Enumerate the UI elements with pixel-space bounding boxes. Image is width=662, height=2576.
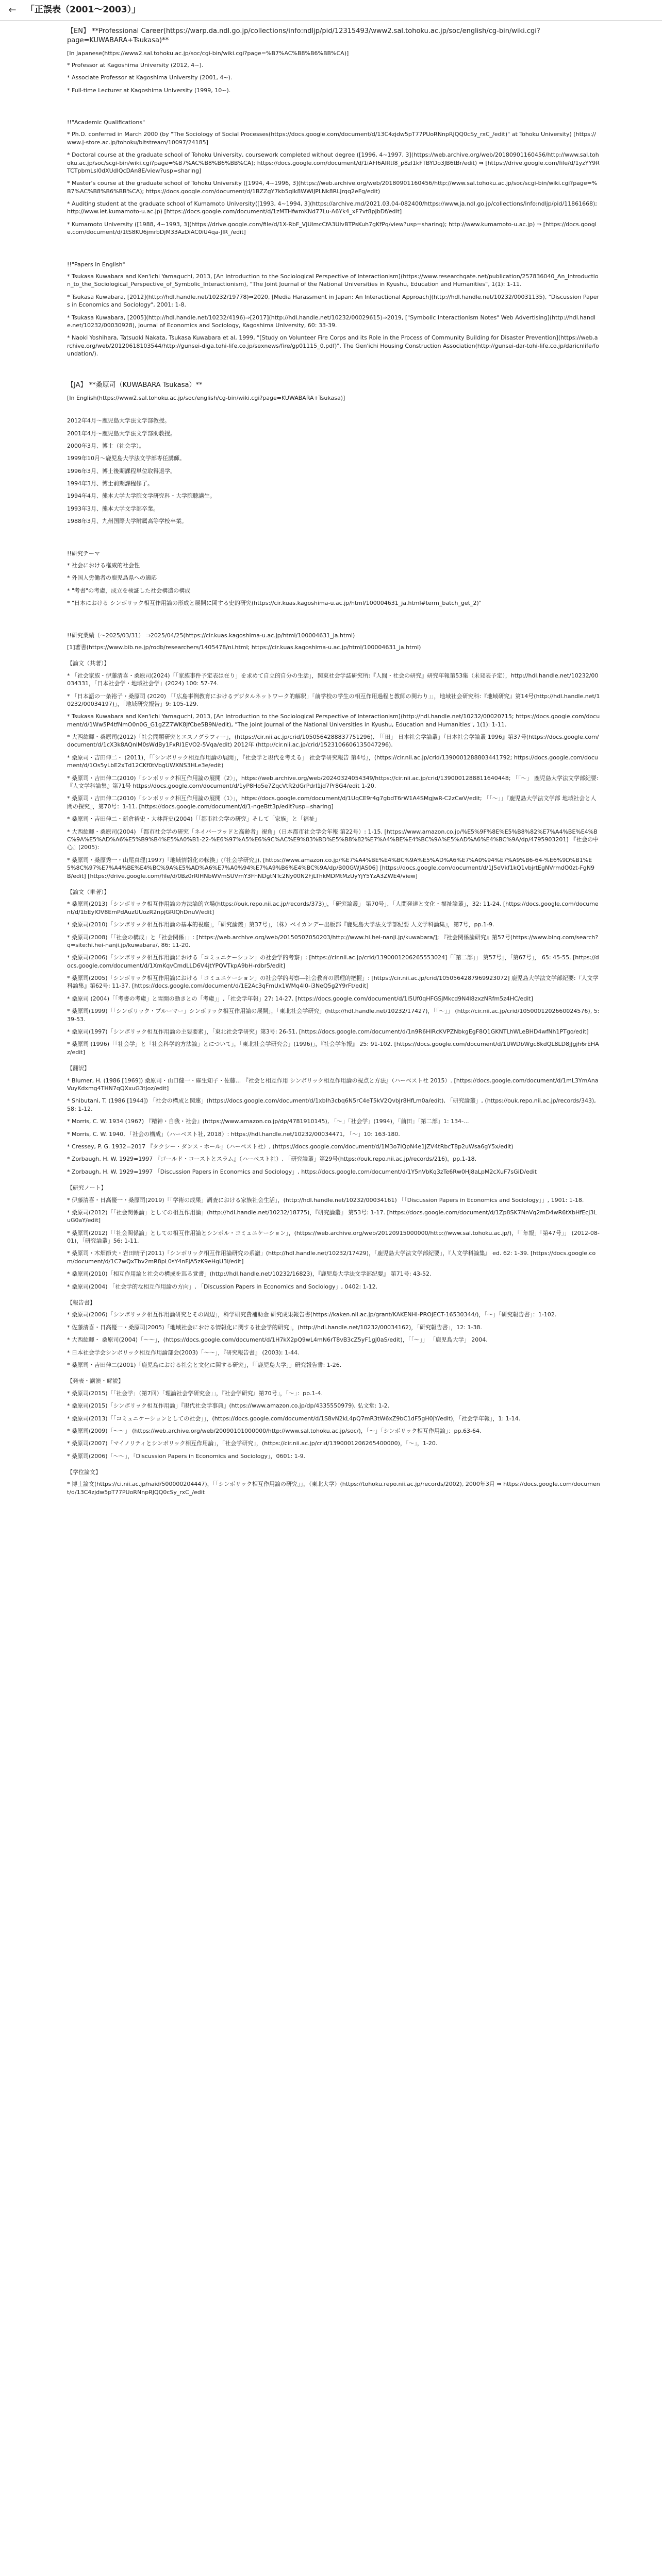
presentations-list — [67, 1389, 600, 1460]
qualifications-heading: !!"Academic Qualifications" — [67, 118, 145, 126]
report-item[interactable]: * 桑原司・吉田伸二(2001)「鹿児島における社会と文化に関する研究」，「「鹿児島大学」」研究報告書: 1-26. — [67, 1361, 342, 1368]
presentation-item[interactable]: * 桑原司(2007)「マイノリティとシンボリック相互作用論」，「社会学研究」，(https://cir.nii.ac.jp/crid/1390001206265400000)，「〜」，1-20. — [67, 1440, 438, 1447]
books-list — [67, 672, 600, 880]
note-item[interactable]: * 桑原司・木畑節夫・岩田晴子(2011)「シンボリック相互作用論研究の系譜」(http://hdl.handle.net/10232/17429)，「鹿児島大学法文学部紀要」，『人文学科論集』 ed. 62: 1-39. [https://docs.google.com/document/d/1C7wQxTbv2mR8pL0sY4nFjA5zK9eHgU3i/edit] — [67, 1250, 596, 1265]
book-item[interactable]: * 大西紘暉・桑原司(2004) 「都市社会学の研究「ネイバーフッドと高齢者」視角」（日本都市社会学会年報 第22号）: 1-15. [https://www.amazon.co.jp/%E5%9F%8E%E5%B8%82%E7%A4%BE%E4%BC%9A%E5%AD%A6%E5%B9%B4%E5%A0%B1-22-%E6%97%A5%E6%9C%AC%E9%83%BD%E5%B8%82%E7%A4%BE%E4%BC%9A%E5%AD%A6%E4%BC%9A/dp/4795903201] 『社会の中心』(2005): — [67, 828, 599, 851]
career-item[interactable]: 2001年4月〜鹿児島大学法文学部助教授。 — [67, 430, 176, 437]
book-item[interactable]: * 桑原司・桑原秀一・山尾真理(1997)「地域情報化の転換」(『社会学研究』), [https://www.amazon.co.jp/%E7%A4%BE%E4%BC%9A%E5%AD%A6%E7%A0%94%E7%A9%B6-64-%E6%9D%B1%E5%8C%97%E7%A4%BE%E4%BC%9A%E5%AD%A6%E7%A0%94%E7%A9%B6%E4%BC%9A/dp/B00GWJAS06] [https://docs.google.com/document/d/1J5eVkf1kQ1vbjrtEgNVrmdO0zt-FgN9B/edit] [https://drive.google.com/file/d/0Bz0rRIHNbWVmSUVmY3FhNDgtNTc2Ny00N2FjLThkMDMtMzUyYjY5YzA3ZWE4/view] — [67, 856, 595, 879]
positions-list — [67, 61, 600, 94]
translation-item[interactable]: * Blumer, H. (1986 [1969]) 桑原司・山口健一・麻生知子・佐藤... 『社会と相互作用 シンボリック相互作用論の視点と方法』（ハーベスト社 2015）. [https://docs.google.com/document/d/1mL3YmAnaVuyKdxmg4THN7qQXxuG3tJoz/edit] — [67, 1077, 599, 1092]
reports-heading: 【報告書】 — [67, 1299, 95, 1307]
single-list — [67, 900, 600, 1056]
translations-list — [67, 1077, 600, 1176]
position-item[interactable]: * Associate Professor at Kagoshima University (2001, 4~). — [67, 74, 233, 81]
presentation-item[interactable]: * 桑原司(2015)「シンボリック相互作用論」『現代社会学事典』(https://www.amazon.co.jp/dp/4335550979), 弘文堂: 1-2. — [67, 1402, 390, 1410]
paper-item[interactable]: * Tsukasa Kuwabara, [2005](http://hdl.handle.net/10232/4196)⇒[2017](http://hdl.handle.net/10232/00029615)⇒2019, ["Symbolic Interactionism Notes" Web Advertising](http://hdl.handle.net/10232/00030928), Journal of Economics and Sociology, Kagoshima University, 60: 33-39. — [67, 314, 596, 329]
book-item[interactable]: * 「社会家族・伊藤清喜・桑原司(2024)「「家族事件予定表は在り」を求めて自立的自分の生活」，関東社会学誌研究所:『人間・社会の研究』研究年報第53集（未発表予定），http://hdl.handle.net/10232/00034331，「日本社会学・地域社会学」(2024) 100: 57-74. — [67, 672, 599, 687]
presentation-item[interactable]: * 桑原司(2013)「「コミュニケーションとしての社会」」，(https://docs.google.com/document/d/1S8vN2kL4pQ7mR3tW6xZ9bC1dF5gH0jY/edit)，「社会学年報」，1: 1-14. — [67, 1415, 521, 1422]
paper-item[interactable]: * Tsukasa Kuwabara and Ken'ichi Yamaguchi, 2013, [An Introduction to the Sociological Perspective of Interactionism](https://www.researchgate.net/publication/257836040_An_Introduction_to_the_Sociological_Perspective_of_Symbolic_Interactionism), "The Joint Journal of the National Universities in Kyushu, Education and Humanities", 1(1): 1-11. — [67, 273, 599, 288]
books-heading: 【論文（共著）】 — [67, 660, 110, 667]
japanese-section — [67, 381, 600, 1497]
degree-list — [67, 1480, 600, 1496]
single-paper-item[interactable]: * 桑原司(2005)「シンボリック相互作用論における「コミュニケーション」の社会学的考察―社会教育の原理的把握」: [https://cir.nii.ac.jp/crid/1050564287969923072] 鹿児島大学法文学部紀要:『人文学科論集』第62号: 11-37. [https://docs.google.com/document/d/1E2Ac3qFmUx1WMq4l0-i3NeQ5g2Y9rFt/edit] — [67, 975, 599, 990]
qualification-item[interactable]: * Master's course at the graduate school of Tohoku University ([1994, 4~1996, 3](https://web.archive.org/web/20180901160456/http://www.sal.tohoku.ac.jp/soc/scgi-bin/wiki.cgi?page=%B7%AC%B8%B6%BB%CA); https://docs.google.com/document/d/1BZZgY7kb5qIk8WWlJPLNk8RLJrqq2eFg/edit) — [67, 180, 598, 195]
translation-item[interactable]: * Cressey, P. G. 1932=2017 『タクシー・ダンス・ホール』（ハーベスト社）, (https://docs.google.com/document/d/1M3o7lQpN4e1JZV4tRbcT8p2uWsa6gY5x/edit) — [67, 1143, 514, 1150]
single-paper-item[interactable]: * 桑原司(2008)「「社会の構成」と「社会関係」」: [https://web.archive.org/web/20150507050203/http://www.hi.hei-nanji.jp/kuwabara/]; 『社会関係論研究』第57号(https://www.bing.com/search?q=site:hi.hei-nanji.jp/kuwabara/, 86: 11-20. — [67, 934, 599, 948]
presentation-item[interactable]: * 桑原司(2015)「「社会学」（第7回）「理論社会学研究会」」，『社会学研究』第70号」，「〜」：pp.1-4. — [67, 1389, 323, 1397]
book-item[interactable]: * 大西紘暉・桑原司(2012)「社会問題研究とエスノグラフィー」，(https://cir.nii.ac.jp/crid/1050564288837751296), 「「田」 日本社会学論叢」『日本社会学論叢 1996』第37号(https://docs.google.com/document/d/1cX3k8AQnlM0sWdBy1FxRI1EVO2-5Vqa/edit) 2012年 (http://cir.nii.ac.jp/crid/1523106606135047296). — [67, 734, 599, 749]
book-item[interactable]: * 桑原司・吉田伸二・新倉裕史・大林啓史(2004)「「都市社会学の研究」そして「家族」と「福祉」 — [67, 816, 321, 823]
notes-list — [67, 1196, 600, 1291]
translation-item[interactable]: * Zorbaugh, H. W. 1929=1997 「Discussion Papers in Economics and Sociology」, https://docs.google.com/document/d/1Y5nVbKq3zTe6Rw0Hj8aLpM2cXuF7sGiD/edit — [67, 1168, 537, 1175]
presentation-item[interactable]: * 桑原司(2009)「〜〜」 (https://web.archive.org/web/20090101000000/http://www.sal.tohoku.ac.jp/soc/)，「〜」「シンボリック相互作用論」：pp.63-64. — [67, 1427, 482, 1434]
career-item[interactable]: 1994年4月、熊本大学大学院文学研究科・大学院聴講生。 — [67, 493, 216, 500]
book-item[interactable]: * 桑原司・吉田伸二(2010)「シンボリック相互作用論の展開〈2〉」，https://web.archive.org/web/20240324054349/https://cir.nii.ac.jp/crid/1390001288811640448; 「「〜」 鹿児島大学法文学部紀要:『人文学科論集』第71号 https://docs.google.com/document/d/1yP8Ho5e7ZqcVtR2dGrPdrI1jd7Pr8G4/edit 1-20. — [67, 774, 599, 790]
translation-item[interactable]: * Morris, C. W. 1940, 「社会の構成」（ハーベスト社, 2018）: https://hdl.handle.net/10232/00034471, 「〜」10: 163-180. — [67, 1130, 400, 1138]
note-item[interactable]: * 桑原司(2004) 「社会学的な相互作用論の方向」, 「Discussion Papers in Economics and Sociology」, 0402: 1-12. — [67, 1283, 378, 1290]
career-list — [67, 417, 600, 526]
presentations-heading: 【発表・講演・解説】 — [67, 1378, 124, 1385]
report-item[interactable]: * 佐藤清喜・日高優一・桑原司(2005)「地域社会における情報化に関する社会学的研究」，(http://hdl.handle.net/10232/00034162)，「研究報告書」，12: 1-38. — [67, 1324, 482, 1331]
note-item[interactable]: * 桑原司(2012)「「社会関係論」としての相互作用論とシンボル・コミュニケーション」，(https://web.archive.org/web/20120915000000/http://www.sal.tohoku.ac.jp/)，「「年報」「第47号」」 (2012-08-01)，「研究論叢」56: 1-11. — [67, 1229, 600, 1245]
career-item[interactable]: 1994年3月、博士前期課程修了。 — [67, 480, 153, 487]
single-paper-item[interactable]: * 桑原司(2013)「シンボリック相互作用論の方法論的立場(https://ouk.repo.nii.ac.jp/records/373)」，「研究論叢」 第70号」，「人間発達と文化・福祉論叢」，32: 11-24. [https://docs.google.com/document/d/1bEyIOV8EmPdAuzUUozR2npjGRlQhDnuV/edit] — [67, 901, 599, 916]
career-item[interactable]: 1996年3月、博士後期課程単位取得退学。 — [67, 467, 176, 474]
notes-heading: 【研究ノート】 — [67, 1184, 107, 1192]
career-item[interactable]: 2000年3月、博士（社会学）。 — [67, 442, 145, 449]
note-item[interactable]: * 伊藤清喜・日高優一・桑原司(2019)「「学術の成果」調査における家族社会生活」，(http://hdl.handle.net/10232/00034161) 「「Discussion Papers in Economics and Sociology」」, 1901: 1-18. — [67, 1196, 584, 1204]
japanese-intro[interactable]: [In English(https://www2.sal.tohoku.ac.jp/soc/english/cg-bin/wiki.cgi?page=KUWABARA+Tsukasa)] — [67, 394, 345, 401]
document-content — [0, 21, 662, 1518]
top-bar — [0, 0, 662, 21]
note-item[interactable]: * 桑原司(2012)「「社会関係論」としての相互作用論」(http://hdl.handle.net/10232/18775)，『研究論叢』 第53号: 1-17. [https://docs.google.com/document/d/1Zp8SK7NnVq2mD4wR6tXbHfEcJ3LuG0aY/edit] — [67, 1209, 597, 1224]
single-paper-item[interactable]: * 桑原司 (1996)「「社会学」と「社会科学的方法論」とについて」，「東北社会学研究会」(1996)」，『社会学年報』 25: 91-102. [https://docs.google.com/document/d/1UWDbWgc8kdQL8LD8jJgjh6rEHAz/edit] — [67, 1041, 599, 1056]
presentation-item[interactable]: * 桑原司(2006)「〜〜」，「Discussion Papers in Economics and Sociology」，0601: 1-9. — [67, 1452, 306, 1460]
results-intro[interactable]: [1]著書(https://www.bib.ne.jp/rodb/researchers/1405478/ni.html; https://cir.kuas.kagoshima-u.ac.jp/html/100004631_ja.html) — [67, 643, 421, 651]
single-paper-item[interactable]: * 桑原司 (2004)「「考書の考慮」と雪開の動きとの「考慮」」,「社会学年報」27: 14-27. [https://docs.google.com/document/d/1l5Uf0qHFGSjMkcd9N4l8zxzNRfm5z4HC/edit] — [67, 995, 533, 1002]
paper-item[interactable]: * Naoki Yoshihara, Tatsuoki Nakata, Tsukasa Kuwabara et al, 1999, "[Study on Volunteer Fire Corps and its Role in the Process of Community Building for Disaster Prevention](https://web.archive.org/web/20120618103544/http://gunsei-diga.tohi-life.co.jp/sexnews/fire/gp01115_0.pdf)", The Gen'ichi Housing Construction Association(http://gunsei-dar-tohi-life.co.jp/daricnlife/foundation/). — [67, 334, 600, 358]
single-paper-item[interactable]: * 桑原司(1999)「「シンボリック・ブルーマー」シンボリック相互作用論の展開」，「東北社会学研究」(http://hdl.handle.net/10232/17427)，「「〜」」 (http://cir.nii.ac.jp/crid/1050001202660024576), 5: 39-53. — [67, 1008, 600, 1023]
english-intro[interactable]: [In Japanese(https://www2.sal.tohoku.ac.jp/soc/cgi-bin/wiki.cgi?page=%B7%AC%B8%B6%BB%CA)] — [67, 50, 349, 57]
book-item[interactable]: * Tsukasa Kuwabara and Ken'ichi Yamaguchi, 2013, [An Introduction to the Sociological Perspective of Interactionism](http://hdl.handle.net/10232/00020715; https://docs.google.com/document/d/1Ww5P4tfNmO0n0G_G1gZZ7WK8JfCbe5B9N/edit), "The Joint Journal of the National Universities in Kyushu, Education and Humanities", 1(1): 1-11. — [67, 713, 600, 728]
theme-item[interactable]: * "考書"の考慮，成立を検証した社会構造の構成 — [67, 587, 191, 594]
single-paper-item[interactable]: * 桑原司(1997)「シンボリック相互作用論の主要要素」，「東北社会学研究」第3号: 26-51, [https://docs.google.com/document/d/1n9R6HIRcKVPZNbkgEgF8Q1GKNTLhWLeBHD4wfNh1PTgo/edit] — [67, 1028, 589, 1036]
japanese-heading: 【JA】 **桑原司（KUWABARA Tsukasa）** — [67, 381, 203, 389]
back-arrow-icon[interactable]: ← — [8, 4, 16, 15]
reports-list — [67, 1311, 600, 1369]
book-item[interactable]: * 桑原司・吉田伸二(2010)「シンボリック相互作用論の展開〈1〉」，https://docs.google.com/document/d/1UqCE9r4g7gbdT6rW1A4SMgjwR-C2zCwV/edit; 「「〜」」『鹿児島大学法文学部 地域社会と人間の探究』，第70号：1-11. [https://docs.google.com/document/d/1-ngeBtt3p/edit?usp=sharing] — [67, 795, 597, 810]
papers-heading: !!"Papers in English" — [67, 261, 125, 268]
report-item[interactable]: * 日本社会学会シンボリック相互作用論部会(2003)「〜〜」，『研究報告書』 (2003): 1-44. — [67, 1349, 300, 1356]
book-item[interactable]: * 桑原司・吉田伸二・ (2011)，「「シンボリック相互作用論の展開」，『社会学と現代を考える」 社会学研究報告 第4号』，(https://cir.nii.ac.jp/crid/1390001288803441792; https://docs.google.com/document/d/1Os5yLbE2xTd12CKf0tVbgUWXNS3HLe3e/edit) — [67, 754, 598, 769]
career-item[interactable]: 1993年3月、熊本大学文学部卒業。 — [67, 505, 159, 512]
single-heading: 【論文（単著）】 — [67, 888, 110, 895]
career-item[interactable]: 1999年10月〜鹿児島大学法文学部専任講師。 — [67, 455, 185, 462]
single-paper-item[interactable]: * 桑原司(2010)「シンボリック相互作用論の基本的視座」，「研究論叢」第37号」，（株）ベイカンデー出版部『鹿児島大学法文学部紀要 人文学科論集』，第7号，pp.1-9. — [67, 921, 494, 928]
single-paper-item[interactable]: * 桑原司(2006)「シンボリック相互作用論における「コミュニケーション」の社会学的考察」: [https://cir.nii.ac.jp/crid/1390001206265553024]「「第二部」」 第57号』，「第67号」， 65: 45-55. [https://docs.google.com/document/d/1XmKqvCmdLLD6V4jtYPQVTkpA9bH-rdbr5/edit] — [67, 954, 599, 969]
page-title: 「正誤表（2001〜2003）」 — [26, 4, 141, 15]
position-item[interactable]: * Full-time Lecturer at Kagoshima University (1999, 10~). — [67, 87, 231, 94]
papers-list — [67, 273, 600, 358]
book-item[interactable]: * 「日本語の一条裕子・桑原司 (2020) 「「広島事例教育におけるデジタルネットワーク的解釈」「前学校の学生の相互作用過程と教師の関わり」」，地域社会研究科:『地域研究』第14号(http://hdl.handle.net/10232/00034197)」，「地域研究報告」9: 105-129. — [67, 692, 600, 707]
themes-list — [67, 562, 600, 607]
qualification-item[interactable]: * Kumamoto University ([1988, 4~1993, 3](https://drive.google.com/file/d/1X-RbF_VJUlmcCfA3UlvBTPsKuh7gKfPq/view?usp=sharing); http://www.kumamoto-u.ac.jp) ⇒ [https://docs.google.com/document/d/1tS8KU6jmrbDjM33AzDiAC0iU4qa-JlR_/edit] — [67, 221, 597, 236]
career-item[interactable]: 2012年4月〜鹿児島大学法文学部教授。 — [67, 417, 170, 425]
themes-heading: !!研究テーマ — [67, 550, 100, 557]
results-heading[interactable]: !!研究業績（〜2025/03/31） ⇒2025/04/25(https://cir.kuas.kagoshima-u.ac.jp/html/100004631_ja.html) — [67, 632, 355, 639]
theme-item[interactable]: * 社会における権威的社会性 — [67, 562, 140, 569]
report-item[interactable]: * 大西紘暉・ 桑原司(2004)「〜〜」，(https://docs.google.com/document/d/1H7kX2pQ9wL4mN6rT8vB3cZ5yF1gJ0aS/edit)，「「〜」」 「鹿児島大学」 2004. — [67, 1336, 488, 1344]
theme-item[interactable]: * "日本における シンボリック相互作用論の形成と展開に関する史的研究(https://cir.kuas.kagoshima-u.ac.jp/html/100004631_ja.html#term_batch_get_2)" — [67, 600, 482, 607]
theme-item[interactable]: * 外国人労働者の鹿児島県への適応 — [67, 574, 157, 582]
paper-item[interactable]: * Tsukasa Kuwabara, [2012](http://hdl.handle.net/10232/19778)⇒2020, [Media Harassment in Japan: An Interactional Approach](http://hdl.handle.net/10232/00031135), "Discussion Papers in Economics and Sociology", 2001: 1-8. — [67, 293, 600, 309]
english-heading: 【EN】 **Professional Career(https://warp.da.ndl.go.jp/collections/info:ndljp/pid/12315493/www2.sal.tohoku.ac.jp/soc/english/cg-bin/wiki.cgi?page=KUWABARA+Tsukasa)** — [67, 27, 540, 45]
degree-heading: 【学位論文】 — [67, 1469, 101, 1476]
english-section — [67, 27, 600, 358]
position-item[interactable]: * Professor at Kagoshima University (2012, 4~). — [67, 61, 204, 69]
note-item[interactable]: * 桑原司(2010)「相互作用論と社会の構成を巡る覚書」(http://hdl.handle.net/10232/16823)，『鹿児島大学法文学部紀要』 第71号: 43-52. — [67, 1270, 432, 1278]
qualifications-list — [67, 130, 600, 236]
career-item[interactable]: 1988年3月、九州国際大学附属高等学校卒業。 — [67, 518, 187, 525]
translations-heading: 【翻訳】 — [67, 1065, 90, 1072]
degree-item[interactable]: * 博士論文(https://ci.nii.ac.jp/naid/500000204447)，「「シンボリック相互作用論の研究」」，（東北大学）(https://tohoku.repo.nii.ac.jp/records/2002), 2000年3月 ⇒ https://docs.google.com/document/d/13C4zjdw5pT77PUoRNnpRJQQ0cSy_rxC_/edit — [67, 1481, 600, 1496]
qualification-item[interactable]: * Ph.D. conferred in March 2000 (by "The Sociology of Social Processes(https://docs.google.com/document/d/13C4zjdw5pT77PUoRNnpRJQQ0cSy_rxC_/edit)" at Tohoku University) [https://www.j-store.ac.jp/tohoku/bitstream/10097/24185] — [67, 131, 597, 146]
report-item[interactable]: * 桑原司(2006)「シンボリック相互作用論研究とその周辺」，科学研究費補助金 研究成果報告書(https://kaken.nii.ac.jp/grant/KAKENHI-PROJECT-16530344/)，「〜」「研究報告書」：1-102. — [67, 1311, 557, 1318]
qualification-item[interactable]: * Doctoral course at the graduate school of Tohoku University, coursework completed without degree ([1996, 4~1997, 3](https://web.archive.org/web/20180901160456/http://www.sal.tohoku.ac.jp/soc/scgi-bin/wiki.cgi?page=%B7%AC%B8%B6%BB%CA); https://docs.google.com/document/d/1iAFl6AlRtl8_p8zl1kFTBYDo3JB6tBr/edit) ⇒ [https://drive.google.com/file/d/1yzYY9RTCTpbmLsl0dXUdIQcDAn8E/view?usp=sharing] — [67, 151, 600, 174]
translation-item[interactable]: * Shibutani, T. (1986 [1944]) 「社会の構成と関連」(https://docs.google.com/document/d/1xbIh3cbq6N5rC4eT5kV2QvbJr8HfLm0a/edit), 「研究論叢」, (https://ouk.repo.nii.ac.jp/records/343), 58: 1-12. — [67, 1097, 596, 1112]
translation-item[interactable]: * Zorbaugh, H. W. 1929=1997 『ゴールド・コーストとスラム』（ハーベスト社）, 「研究論叢」第29号(https://ouk.repo.nii.ac.jp/records/216)，pp.1-18. — [67, 1156, 477, 1163]
translation-item[interactable]: * Morris, C. W. 1934 (1967) 『精神・自我・社会』(https://www.amazon.co.jp/dp/4781910145), 「〜」「社会学」(1994)，「前田」「第二部」1: 134-... — [67, 1118, 469, 1125]
qualification-item[interactable]: * Auditing student at the graduate school of Kumamoto University([1993, 4~1994, 3](https://archive.md/2021.03.04-082400/https://www.ja.ndl.go.jp/collections/info:ndljp/pid/11861668); http://www.let.kumamoto-u.ac.jp) [https://docs.google.com/document/d/1zMTHfwmKNd77Lu-A6Yk4_xF7vt8pJbDf/edit] — [67, 200, 598, 215]
